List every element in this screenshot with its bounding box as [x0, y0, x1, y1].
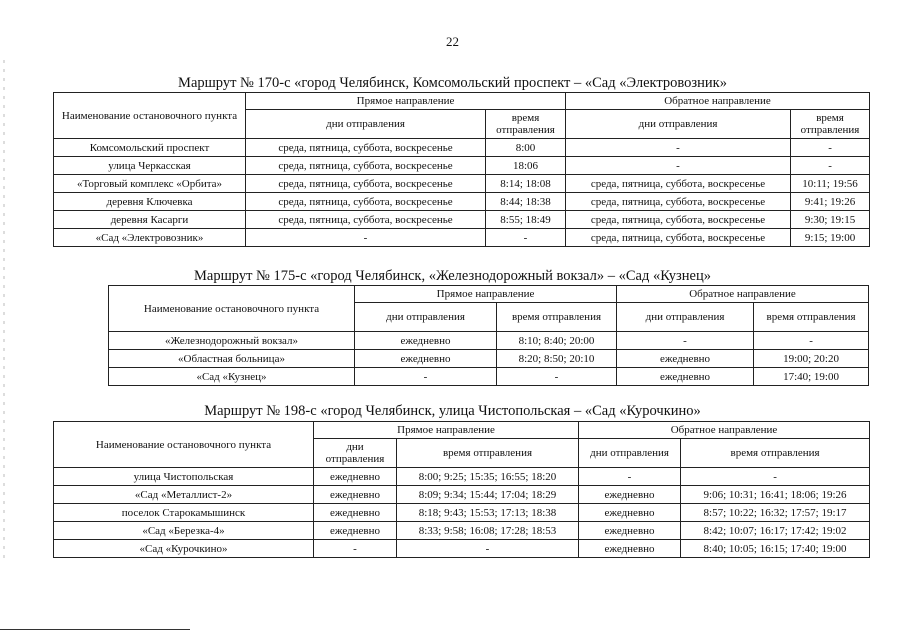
- forward-time-cell: 8:00; 9:25; 15:35; 16:55; 18:20: [397, 468, 579, 486]
- forward-time-cell: -: [397, 540, 579, 558]
- backward-days-cell: ежедневно: [617, 350, 754, 368]
- stop-name-cell: «Торговый комплекс «Орбита»: [54, 175, 246, 193]
- route-198-table: [53, 421, 870, 558]
- stop-name-cell: улица Черкасская: [54, 157, 246, 175]
- stop-name-cell: «Областная больница»: [109, 350, 355, 368]
- backward-days-cell: ежедневно: [579, 540, 681, 558]
- backward-time-cell: 17:40; 19:00: [754, 368, 869, 386]
- header-forward-time: время отправления: [486, 110, 566, 139]
- backward-time-cell: 8:57; 10:22; 16:32; 17:57; 19:17: [681, 504, 870, 522]
- table-row: [54, 229, 870, 247]
- route-198-title: Маршрут № 198-с «город Челябинск, улица Чистопольская – «Сад «Курочкино»: [204, 403, 701, 419]
- header-backward-time: время отправления: [754, 303, 869, 332]
- backward-time-cell: 9:30; 19:15: [791, 211, 870, 229]
- header-forward-days: дни отправления: [314, 439, 397, 468]
- forward-time-cell: 8:33; 9:58; 16:08; 17:28; 18:53: [397, 522, 579, 540]
- stop-name-cell: «Сад «Кузнец»: [109, 368, 355, 386]
- footer-rule: [0, 629, 190, 630]
- backward-days-cell: среда, пятница, суббота, воскресенье: [566, 193, 791, 211]
- stop-name-cell: Комсомольский проспект: [54, 139, 246, 157]
- forward-time-cell: 8:14; 18:08: [486, 175, 566, 193]
- backward-days-cell: -: [566, 139, 791, 157]
- forward-days-cell: среда, пятница, суббота, воскресенье: [246, 193, 486, 211]
- forward-time-cell: 8:18; 9:43; 15:53; 17:13; 18:38: [397, 504, 579, 522]
- table-row: [54, 175, 870, 193]
- header-stop: Наименование остановочного пункта: [109, 286, 355, 332]
- backward-days-cell: среда, пятница, суббота, воскресенье: [566, 211, 791, 229]
- backward-time-cell: -: [791, 139, 870, 157]
- backward-days-cell: ежедневно: [579, 522, 681, 540]
- backward-time-cell: 10:11; 19:56: [791, 175, 870, 193]
- backward-days-cell: -: [566, 157, 791, 175]
- forward-days-cell: ежедневно: [314, 468, 397, 486]
- table-row: [54, 139, 870, 157]
- header-backward: Обратное направление: [566, 93, 870, 110]
- route-170-title: Маршрут № 170-с «город Челябинск, Комсомольский проспект – «Сад «Электровозник»: [178, 75, 727, 91]
- backward-days-cell: ежедневно: [579, 504, 681, 522]
- forward-days-cell: среда, пятница, суббота, воскресенье: [246, 139, 486, 157]
- header-forward: Прямое направление: [355, 286, 617, 303]
- stop-name-cell: «Сад «Березка-4»: [54, 522, 314, 540]
- backward-time-cell: 19:00; 20:20: [754, 350, 869, 368]
- backward-time-cell: 8:40; 10:05; 16:15; 17:40; 19:00: [681, 540, 870, 558]
- route-175-title: Маршрут № 175-с «город Челябинск, «Железнодорожный вокзал» – «Сад «Кузнец»: [194, 268, 711, 284]
- stop-name-cell: «Сад «Электровозник»: [54, 229, 246, 247]
- forward-days-cell: среда, пятница, суббота, воскресенье: [246, 175, 486, 193]
- forward-time-cell: 8:55; 18:49: [486, 211, 566, 229]
- backward-time-cell: 9:15; 19:00: [791, 229, 870, 247]
- table-row: [54, 522, 870, 540]
- forward-time-cell: 8:10; 8:40; 20:00: [497, 332, 617, 350]
- table-row: [109, 332, 869, 350]
- forward-time-cell: -: [486, 229, 566, 247]
- table-row: [54, 486, 870, 504]
- forward-days-cell: среда, пятница, суббота, воскресенье: [246, 157, 486, 175]
- table-row: [54, 504, 870, 522]
- header-forward-days: дни отправления: [355, 303, 497, 332]
- backward-time-cell: -: [754, 332, 869, 350]
- header-backward-time: время отправления: [791, 110, 870, 139]
- route-170-table: [53, 92, 870, 247]
- forward-days-cell: ежедневно: [355, 332, 497, 350]
- header-backward: Обратное направление: [617, 286, 869, 303]
- stop-name-cell: улица Чистопольская: [54, 468, 314, 486]
- forward-days-cell: ежедневно: [314, 522, 397, 540]
- stop-name-cell: «Сад «Курочкино»: [54, 540, 314, 558]
- forward-days-cell: -: [355, 368, 497, 386]
- header-forward-time: время отправления: [397, 439, 579, 468]
- backward-time-cell: 9:06; 10:31; 16:41; 18:06; 19:26: [681, 486, 870, 504]
- header-backward: Обратное направление: [579, 422, 870, 439]
- backward-time-cell: -: [791, 157, 870, 175]
- backward-days-cell: ежедневно: [579, 486, 681, 504]
- stop-name-cell: «Сад «Металлист-2»: [54, 486, 314, 504]
- scan-edge-artifact: [3, 60, 5, 560]
- header-forward: Прямое направление: [246, 93, 566, 110]
- forward-days-cell: ежедневно: [314, 486, 397, 504]
- table-row: [54, 193, 870, 211]
- backward-time-cell: 9:41; 19:26: [791, 193, 870, 211]
- header-forward-time: время отправления: [497, 303, 617, 332]
- backward-days-cell: -: [579, 468, 681, 486]
- forward-time-cell: -: [497, 368, 617, 386]
- header-stop: Наименование остановочного пункта: [54, 93, 246, 139]
- forward-days-cell: -: [314, 540, 397, 558]
- stop-name-cell: «Железнодорожный вокзал»: [109, 332, 355, 350]
- route-170-rows: [54, 139, 870, 247]
- forward-time-cell: 8:09; 9:34; 15:44; 17:04; 18:29: [397, 486, 579, 504]
- stop-name-cell: деревня Ключевка: [54, 193, 246, 211]
- table-row: [109, 350, 869, 368]
- backward-days-cell: ежедневно: [617, 368, 754, 386]
- table-row: [109, 368, 869, 386]
- backward-days-cell: среда, пятница, суббота, воскресенье: [566, 229, 791, 247]
- forward-days-cell: -: [246, 229, 486, 247]
- table-row: [54, 211, 870, 229]
- table-row: [54, 540, 870, 558]
- header-forward: Прямое направление: [314, 422, 579, 439]
- header-backward-days: дни отправления: [579, 439, 681, 468]
- stop-name-cell: деревня Касарги: [54, 211, 246, 229]
- backward-days-cell: -: [617, 332, 754, 350]
- forward-days-cell: ежедневно: [355, 350, 497, 368]
- forward-time-cell: 8:20; 8:50; 20:10: [497, 350, 617, 368]
- table-row: [54, 468, 870, 486]
- header-backward-days: дни отправления: [617, 303, 754, 332]
- forward-time-cell: 8:44; 18:38: [486, 193, 566, 211]
- header-stop: Наименование остановочного пункта: [54, 422, 314, 468]
- forward-time-cell: 8:00: [486, 139, 566, 157]
- forward-days-cell: среда, пятница, суббота, воскресенье: [246, 211, 486, 229]
- route-175-table: [108, 285, 869, 386]
- backward-time-cell: -: [681, 468, 870, 486]
- backward-days-cell: среда, пятница, суббота, воскресенье: [566, 175, 791, 193]
- header-forward-days: дни отправления: [246, 110, 486, 139]
- route-175-rows: [109, 332, 869, 386]
- header-backward-time: время отправления: [681, 439, 870, 468]
- header-backward-days: дни отправления: [566, 110, 791, 139]
- page-number: 22: [446, 34, 459, 49]
- table-row: [54, 157, 870, 175]
- backward-time-cell: 8:42; 10:07; 16:17; 17:42; 19:02: [681, 522, 870, 540]
- stop-name-cell: поселок Старокамышинск: [54, 504, 314, 522]
- route-198-rows: [54, 468, 870, 558]
- forward-days-cell: ежедневно: [314, 504, 397, 522]
- forward-time-cell: 18:06: [486, 157, 566, 175]
